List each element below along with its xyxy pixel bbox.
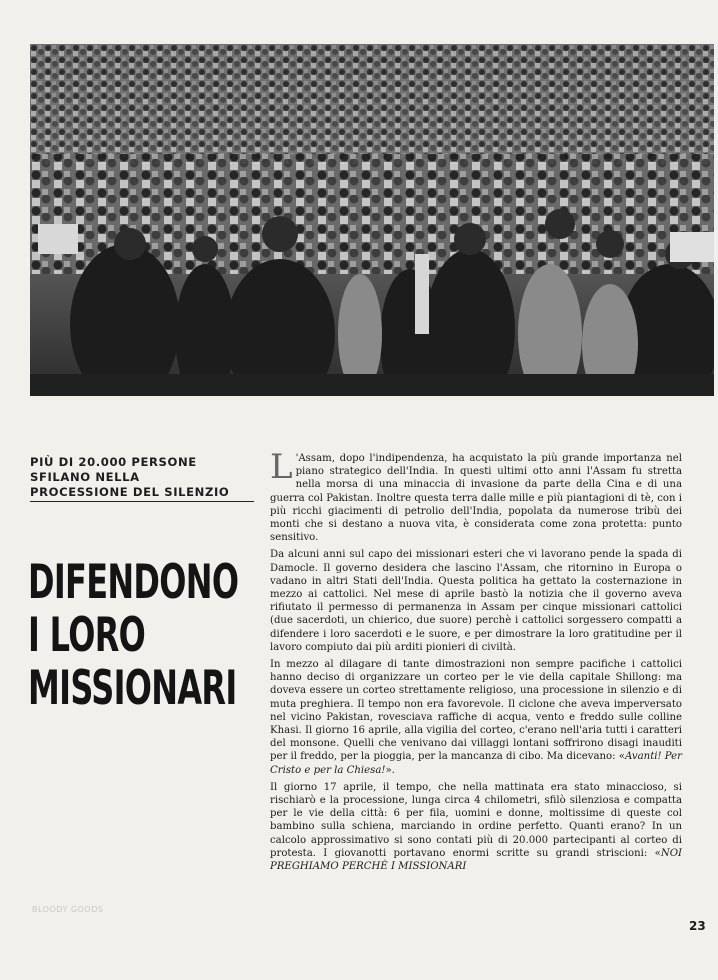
kicker-line-3: PROCESSIONE DEL SILENZIO	[30, 485, 254, 502]
drop-cap: L	[270, 447, 293, 487]
article-paragraph-4-text: Il giorno 17 aprile, il tempo, che nella mattinata era stato minaccioso, si rischiarò e la processione, lunga circa 4 chilometri, sfilò silenziosa e compatta per le vie della città: 6 per fila, uomini e donne, moltissime di queste col bambino sulla schiena, marciando in ordine perfetto. Quanti erano? In un calcolo approssimativo si sono contati più di 20.000 partecipanti al corteo di protesta. I giovanotti portavano enormi scritte su grandi striscioni: «	[270, 781, 682, 859]
article-banner-quote: NOI PREGHIAMO PERCHÈ I MISSIONARI	[270, 847, 682, 873]
headline	[28, 555, 239, 716]
article-paragraph-2: Da alcuni anni sul capo dei missionari esteri che vi lavorano pende la spada di Damocle. Il governo desidera che lascino l'Assam, che ritornino in Europa o vadano in altri Stati dell'India. Questa politica ha gettato la costernazione in mezzo ai cattolici. Nel mese di aprile bastò la notizia che il governo aveva rifiutato il permesso di permanenza in Assam per cinque missionari cattolici (due sacerdoti, un chierico, due suore) perchè i cattolici sorgessero compatti a difendere i loro sacerdoti e le suore, e per dimostrare la loro gratitudine per il lavoro compiuto dai più arditi pionieri di civiltà.	[270, 549, 682, 653]
article-paragraph-3-text: In mezzo al dilagare di tante dimostrazioni non sempre pacifiche i cattolici hanno deciso di organizzare un corteo per le vie della capitale Shillong: ma doveva essere un corteo strettamente religioso, una processione in silenzio e di muta preghiera. Il tempo non era favorevole. Il ciclone che aveva imperversato nel vicino Pakistan, rovesciava raffiche di acqua, vento e freddo sulle colline Khasi. Il giorno 16 aprile, alla vigilia del corteo, c'erano nell'aria tutti i caratteri del monsone. Quelli che venivano dai villaggi lontani soffrirono disagi inauditi per il freddo, per la pioggia, per la mancanza di cibo. Ma dicevano: «	[270, 659, 682, 763]
article-paragraph-1-text: 'Assam, dopo l'indipendenza, ha acquistato la più grande importanza nel piano strategico dell'India. In questi ultimi otto anni l'Assam fu stretta nella morsa di una minaccia di invasione da parte della Cina e di una guerra col Pakistan. Inoltre questa terra dalle mille e più piantagioni di tè, con i più ricchi giacimenti di petrolio dell'India, popolata da numerose tribù dei monti che si destano a nuova vita, è considerata come zona protetta: punto sensitivo.	[270, 453, 682, 544]
page-number: 23	[689, 919, 706, 933]
article-paragraph-3	[270, 658, 682, 777]
article-paragraph-1	[270, 447, 682, 544]
kicker-line-1: PIÙ DI 20.000 PERSONE	[30, 455, 197, 469]
article-paragraph-4	[270, 781, 682, 873]
photo-caption: BLOODY GOODS	[32, 905, 104, 914]
crowd-photo-image	[30, 44, 714, 396]
headline-line-3: MISSIONARI	[28, 661, 237, 716]
crowd-photo	[30, 44, 714, 396]
kicker	[30, 455, 254, 502]
headline-line-1: DIFENDONO	[28, 555, 239, 610]
article-quote: Avanti! Per Cristo e per la Chiesa!	[270, 751, 683, 776]
kicker-line-2: SFILANO NELLA	[30, 470, 140, 484]
headline-line-2: I LORO	[28, 608, 146, 663]
article-body	[270, 447, 683, 877]
article-paragraph-3-end: ».	[385, 764, 395, 776]
